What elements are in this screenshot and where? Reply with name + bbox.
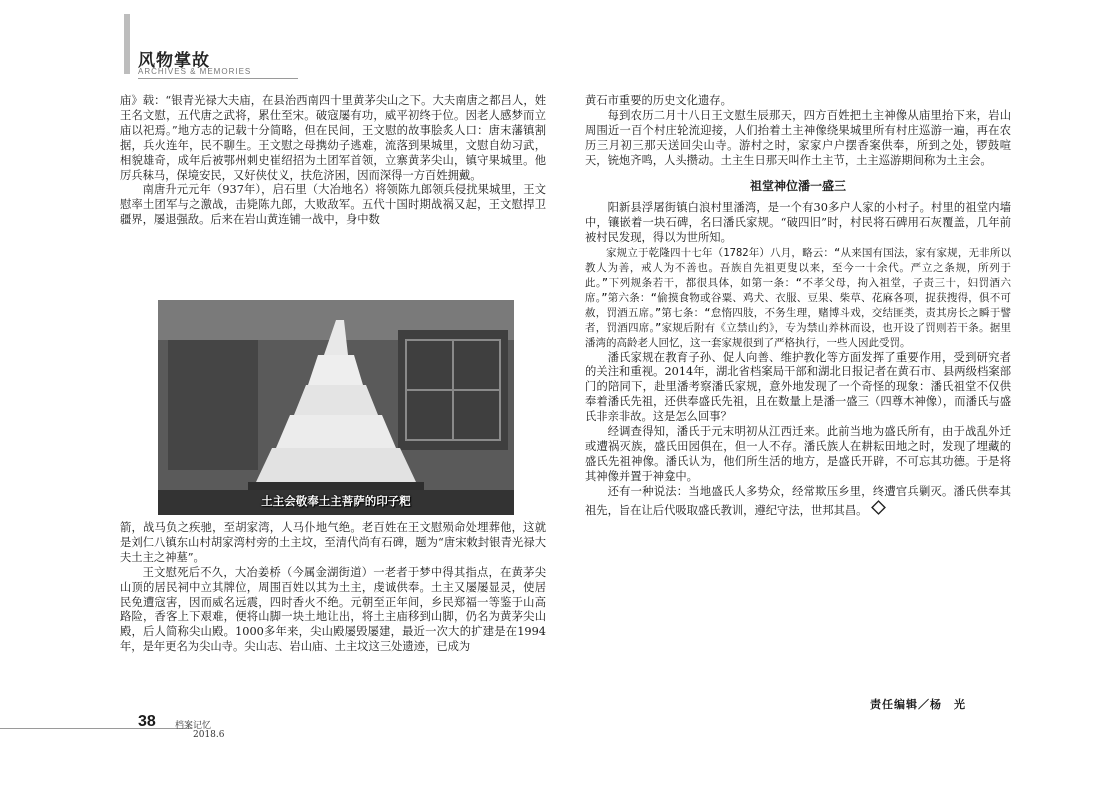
article-photo	[158, 300, 514, 515]
paragraph: 南唐升元元年（937年），启石里（大冶地名）将领陈九郎领兵侵扰果城里，王文慰率土团军与之激战，击毙陈九郎，大败敌军。五代十国时期战祸又起，王文慰捍卫疆界，屡退强敌。后来在岩山黄连铺一战中，身中数	[120, 183, 546, 227]
magazine-name: 档案记忆	[175, 721, 212, 731]
footer-divider	[0, 728, 192, 729]
paragraph: 王文慰死后不久，大冶姜桥（今属金湖街道）一老者于梦中得其指点，在黄茅尖山顶的居民祠中立其牌位，周围百姓以其为土主，虔诚供奉。土主又屡屡显灵，使居民免遭寇害，因而威名远震，四时香火不绝。元朝至正年间，乡民郑福一等鉴于山高路险，香客上下艰难，便将山脚一块土地让出，将土主庙移到山脚，仍名为黄茅尖山殿，后人简称尖山殿。1000多年来，尖山殿屡毁屡建，最近一次大的扩建是在1994年，是年更名为尖山寺。尖山志、岩山庙、土主坟这三处遗迹，已成为	[120, 565, 546, 654]
section-divider	[138, 78, 298, 79]
section-subtitle: ARCHIVES & MEMORIES	[138, 67, 252, 76]
paragraph-final	[585, 485, 1011, 519]
left-column-bottom	[120, 521, 546, 716]
paragraph-final-text: 还有一种说法：当地盛氏人多势众，经常欺压乡里，终遭官兵剿灭。潘氏供奉其祖先，旨在让后代吸取盛氏教训，遵纪守法，世邦其昌。	[585, 484, 1011, 517]
section-title: 风物掌故	[138, 51, 210, 71]
paragraph: 黄石市重要的历史文化遗存。	[585, 94, 732, 107]
editor-credit: 责任编辑／杨 光	[870, 699, 966, 711]
page-number: 38	[138, 713, 156, 730]
paragraph: 每到农历二月十八日王文慰生辰那天，四方百姓把土主神像从庙里抬下来，岩山周围近一百个村庄轮流迎接，人们抬着土主神像绕果城里所有村庄巡游一遍，再在农历三月初三那天送回尖山寺。游村之时，家家户户摆香案供奉，所到之处，锣鼓喧天，铳炮齐鸣，人头攒动。土主生日那天叫作土主节，土主巡游期间称为土主会。	[585, 108, 1011, 167]
paragraph: 阳新县浮屠街镇白浪村里潘湾，是一个有30多户人家的小村子。村里的祖堂内墙中，镶嵌着一块石碑，名曰潘氏家规。“破四旧”时，村民将石碑用石灰覆盖，几年前被村民发现，得以为世所知。	[585, 201, 1011, 245]
subsection-heading: 祖堂神位潘一盛三	[749, 178, 846, 193]
paragraph: 潘氏家规在教育子孙、促人向善、维护教化等方面发挥了重要作用，受到研究者的关注和重视。2014年，湖北省档案局干部和湖北日报记者在黄石市、县两级档案部门的陪同下，赴里潘考察潘氏家规，意外地发现了一个奇怪的现象：潘氏祖堂不仅供奉着潘氏先祖，还供奉盛氏先祖，且在数量上是潘一盛三（四尊木神像），而潘氏与盛氏非亲非故。这是怎么回事？	[585, 350, 1011, 424]
left-column-top	[120, 94, 546, 298]
paragraph: 经调查得知，潘氏于元末明初从江西迁来。此前当地为盛氏所有，由于战乱外迁或遭祸灭族，盛氏田园俱在，但一人不存。潘氏族人在耕耘田地之时，发现了埋藏的盛氏先祖神像。潘氏认为，他们所生活的地方，是盛氏开辟，不可忘其功德。于是将其神像并置于神龛中。	[585, 425, 1011, 483]
end-mark-icon	[872, 500, 887, 515]
photo-caption: 土主会敬奉土主菩萨的印子粑	[261, 496, 411, 508]
paragraph-family-rules: 家规立于乾隆四十七年（1782年）八月，略云：“从来国有国法，家有家规，无非所以教人为善，戒人为不善也。吾族自先祖更叟以来，至今一十余代。严立之条规，所列于此。”下列规条若干，都很具体，如第一条：“不孝父母，拘入祖堂，子责三十，妇罚酒六席。”第六条：“偷摸食物或谷粟、鸡犬、衣服、豆果、柴草、花麻各项，捉获搜得，俱不可赦，罚酒五席。”第七条：“怠惰四肢，不务生理，赌博斗戏，交结匪类，责其房长之瞬于譬者，罚酒四席。”家规后附有《立禁山约》，专为禁山养林而设，也开设了罚则若干条。据里潘湾的高龄老人回忆，这一套家规很到了严格执行，一些人因此受罚。	[585, 247, 1011, 349]
paragraph: 庙》载：“银青光禄大夫庙，在县治西南四十里黄茅尖山之下。大夫南唐之都吕人，姓王名文慰，五代唐之武将，累仕至宋。破寇屡有功，威平初终于位。因老人感梦而立庙以祀焉。”地方志的记载十分简略，但在民间，王文慰的故事脍炙人口：唐末藩镇割据，兵火连年，民不聊生。王文慰之母携幼子逃难，流落到果城里，文慰自幼习武，相貌雄奇，成年后被鄂州刺史崔绍招为土团军首领，立寨黄茅尖山，镇守果城里。他厉兵秣马，保境安民，又好侠仗义，扶危济困，因而深得一方百姓拥戴。	[120, 94, 546, 182]
right-column	[585, 94, 1011, 702]
issue-date: 2018.6	[193, 730, 225, 740]
photo-illustration	[158, 300, 514, 515]
paragraph: 箭，战马负之疾驰，至胡家湾，人马仆地气绝。老百姓在王文慰殒命处埋葬他，这就是刘仁八镇东山村胡家湾村旁的土主坟，至清代尚有石碑，题为“唐宋敕封银青光禄大夫土主之神墓”。	[120, 521, 546, 564]
section-bar	[124, 14, 130, 74]
